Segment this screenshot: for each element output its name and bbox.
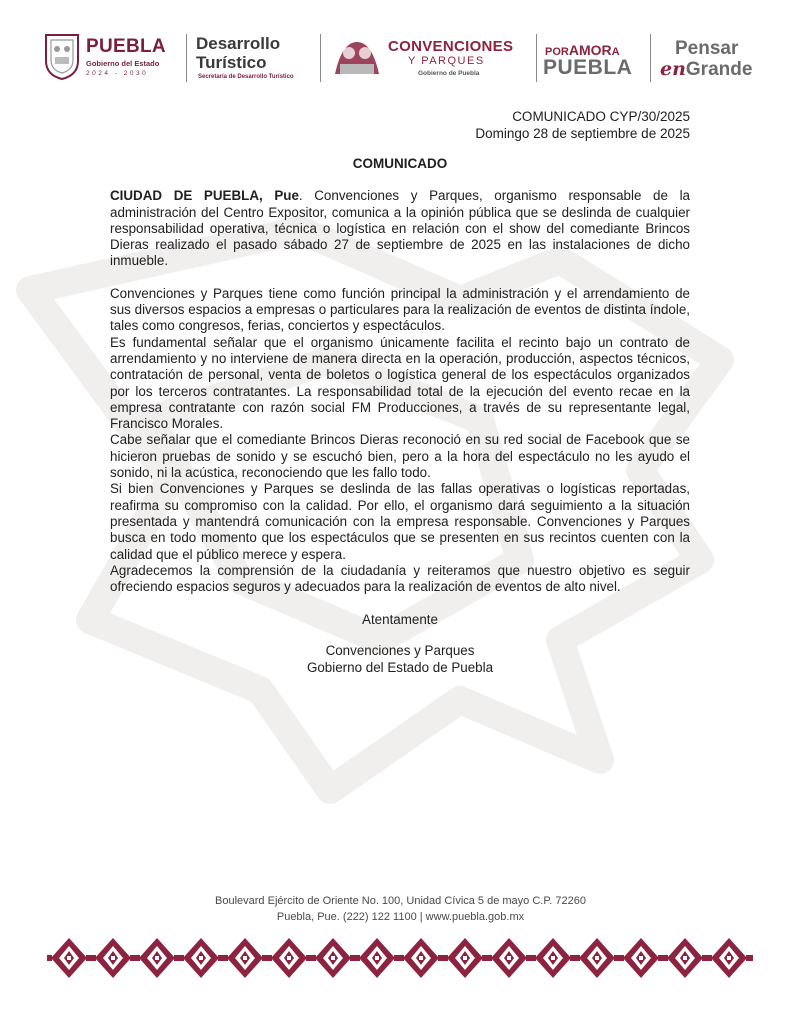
document-reference: COMUNICADO CYP/30/2025 bbox=[512, 109, 690, 124]
footer bbox=[0, 893, 801, 925]
desarrollo-line: Desarrollo bbox=[196, 34, 281, 53]
pensar-en-text: en bbox=[660, 58, 686, 80]
footer-contact: Puebla, Pue. (222) 122 1100 | www.puebla.gob.mx bbox=[276, 911, 525, 923]
state-seal-icon bbox=[42, 31, 82, 81]
turistico-line: Turístico bbox=[196, 53, 267, 72]
header-divider bbox=[186, 34, 187, 82]
header-divider bbox=[536, 34, 537, 82]
paragraph-2: Convenciones y Parques tiene como función principal la administración y el arrendamiento de sus diversos espacios a empresas o particulares para la realización de eventos de distinta índole, tales como congresos, ferias, conciertos y espectáculos. bbox=[110, 285, 690, 334]
pensar-en-grande-top: Pensar bbox=[675, 38, 739, 59]
paragraph-6: Agradecemos la comprensión de la ciudadanía y reiteramos que nuestro objetivo es seguir ofreciendo espacios seguros y adecuados para la realización de eventos de alto nivel. bbox=[110, 562, 690, 595]
lead-text: . Convenciones y Parques, organismo responsable de la administración del Centro Expositor, comunica a la opinión pública que se deslinda de cualquier responsabilidad operativa, técnica o logística en relación con el show del comediante Brincos Dieras realizado el pasado sábado 27 de septiembre de 2025 en las instalaciones de dicho inmueble. bbox=[110, 188, 690, 269]
convenciones-logo-gov: Gobierno de Puebla bbox=[418, 70, 480, 77]
header-logos bbox=[42, 28, 762, 86]
signature-line-1: Convenciones y Parques bbox=[325, 643, 475, 659]
puebla-government-logo bbox=[42, 28, 182, 86]
a-text: A bbox=[611, 46, 620, 58]
lead-location: CIUDAD DE PUEBLA, Pue bbox=[110, 188, 299, 204]
por-text: POR bbox=[545, 46, 569, 58]
por-amor-logo-puebla: PUEBLA bbox=[543, 56, 633, 79]
document-body bbox=[110, 108, 690, 676]
document-meta bbox=[110, 108, 690, 142]
header-divider bbox=[650, 34, 651, 82]
puebla-logo-subtitle: Gobierno del Estado bbox=[86, 59, 160, 68]
amor-text: AMOR bbox=[568, 42, 612, 58]
paragraph-4: Cabe señalar que el comediante Brincos Dieras reconoció en su red social de Facebook que se hicieron pruebas de sonido y se escuchó bien, pero a la hora del espectáculo no les ayudo el sonido, ni la acústica, reconociendo que les fallo todo. bbox=[110, 432, 690, 481]
pensar-en-grande-bottom bbox=[660, 58, 752, 81]
convenciones-logo-title: CONVENCIONES bbox=[388, 38, 514, 55]
closing: Atentamente bbox=[362, 612, 438, 628]
puebla-logo-name: PUEBLA bbox=[86, 36, 166, 57]
paragraph-lead bbox=[110, 188, 690, 269]
paragraph-3: Es fundamental señalar que el organismo únicamente facilita el recinto bajo un contrato de arrendamiento y no interviene de manera directa en la operación, producción, aspectos técnicos, contratación de personal, venta de boletos o logística general de los espectáculos organizados por los terceros contratantes. La responsabilidad total de la ejecución del evento recae en la empresa contratante con razón social FM Producciones, a través de su representante legal, Francisco Morales. bbox=[110, 334, 690, 432]
desarrollo-turistico-title bbox=[196, 34, 280, 72]
document-title: COMUNICADO bbox=[352, 156, 448, 171]
desarrollo-turistico-subtitle: Secretaría de Desarrollo Turístico bbox=[198, 74, 294, 80]
desarrollo-turistico-logo bbox=[196, 28, 316, 86]
signature-block bbox=[110, 611, 690, 676]
footer-address: Boulevard Ejército de Oriente No. 100, Unidad Cívica 5 de mayo C.P. 72260 bbox=[215, 895, 586, 907]
document-date: Domingo 28 de septiembre de 2025 bbox=[475, 126, 690, 141]
convenciones-logo-subtitle: Y PARQUES bbox=[408, 55, 485, 67]
header-divider bbox=[320, 34, 321, 82]
signature-line-2: Gobierno del Estado de Puebla bbox=[306, 660, 494, 676]
puebla-logo-years: 2024 - 2030 bbox=[86, 70, 149, 77]
pensar-grande-text: Grande bbox=[685, 59, 753, 80]
paragraph-5: Si bien Convenciones y Parques se deslinda de las fallas operativas o logísticas reportadas, reafirma su compromiso con la calidad. Por ello, el organismo dará seguimiento a la situación presentada y mantendrá comunicación con la empresa responsable. Convenciones y Parques busca en todo momento que los espectáculos que se presenten en sus recintos cuenten con la calidad que el público merece y espera. bbox=[110, 481, 690, 562]
convenciones-building-icon bbox=[332, 36, 382, 78]
decorative-border-pattern bbox=[47, 936, 753, 980]
